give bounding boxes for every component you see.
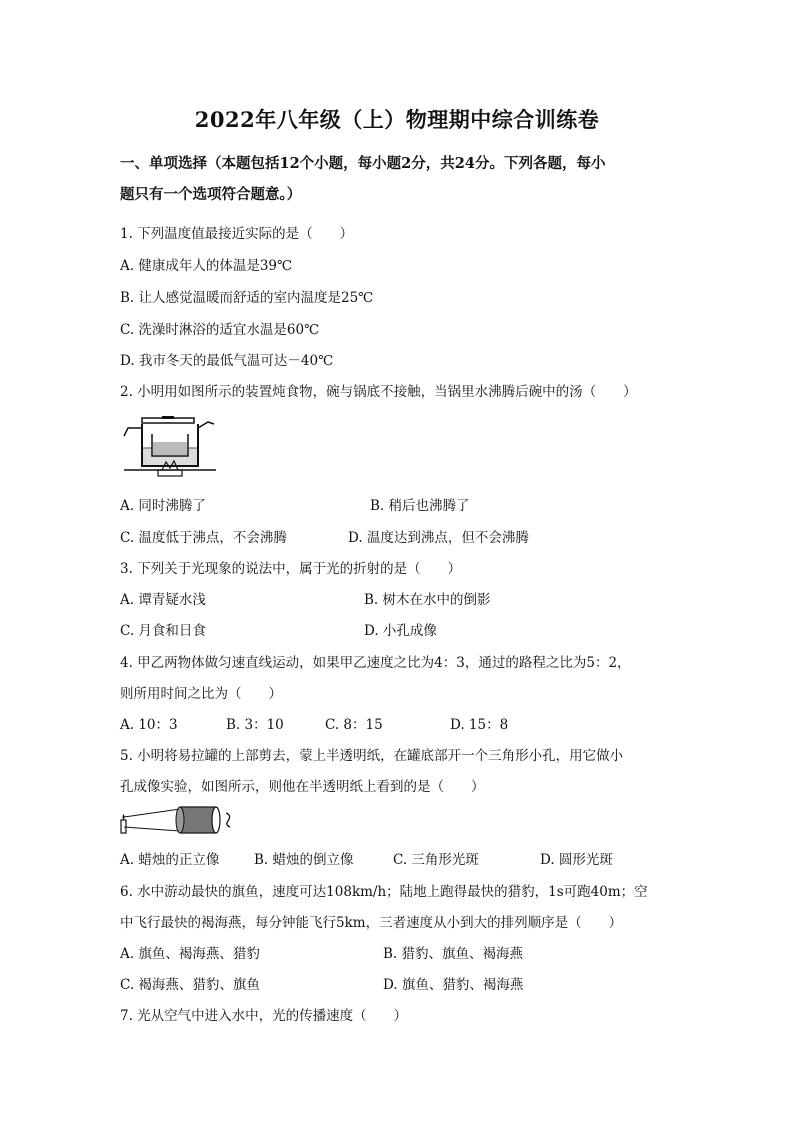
page-title: 2022年八年级（上）物理期中综合训练卷 bbox=[194, 107, 600, 132]
q5-stem-line-1: 5. 小明将易拉罐的上部剪去，蒙上半透明纸，在罐底部开一个三角形小孔，用它做小 bbox=[120, 748, 624, 764]
q2-option-d: D. 温度达到沸点，但不会沸腾 bbox=[348, 530, 529, 546]
q3-stem: 3. 下列关于光现象的说法中，属于光的折射的是（ ） bbox=[120, 561, 462, 577]
q4-option-a: A. 10：3 bbox=[120, 717, 178, 733]
q2-stew-pot-figure bbox=[122, 416, 218, 478]
q1-option-a: A. 健康成年人的体温是39℃ bbox=[120, 258, 293, 274]
q2-stem: 2. 小明用如图所示的装置炖食物，碗与锅底不接触，当锅里水沸腾后碗中的汤（ ） bbox=[120, 384, 637, 400]
q1-option-d: D. 我市冬天的最低气温可达－40℃ bbox=[120, 353, 334, 369]
q6-stem-line-1: 6. 水中游动最快的旗鱼，速度可达108km/h；陆地上跑得最快的猎豹，1s可跑40m；空 bbox=[120, 884, 648, 900]
q2-option-a: A. 同时沸腾了 bbox=[120, 498, 206, 514]
q5-stem-line-2: 孔成像实验，如图所示，则他在半透明纸上看到的是（ ） bbox=[120, 779, 485, 795]
q1-option-c: C. 洗澡时淋浴的适宜水温是60℃ bbox=[120, 322, 320, 338]
q4-stem-line-2: 则所用时间之比为（ ） bbox=[120, 686, 282, 702]
q7-stem: 7. 光从空气中进入水中，光的传播速度（ ） bbox=[120, 1008, 408, 1024]
q4-option-d: D. 15：8 bbox=[450, 717, 509, 733]
q1-stem: 1. 下列温度值最接近实际的是（ ） bbox=[120, 226, 354, 242]
q5-option-d: D. 圆形光斑 bbox=[540, 852, 613, 868]
q6-option-a: A. 旗鱼、褐海燕、猎豹 bbox=[120, 946, 260, 962]
q2-option-c: C. 温度低于沸点，不会沸腾 bbox=[120, 530, 287, 546]
q5-option-a: A. 蜡烛的正立像 bbox=[120, 852, 220, 868]
q4-option-c: C. 8：15 bbox=[325, 717, 383, 733]
q3-option-c: C. 月食和日食 bbox=[120, 623, 206, 639]
q6-stem-line-2: 中飞行最快的褐海燕，每分钟能飞行5km，三者速度从小到大的排列顺序是（ ） bbox=[120, 915, 623, 931]
section-heading-line-1: 一、单项选择（本题包括12个小题，每小题2分，共24分。下列各题，每小 bbox=[120, 155, 606, 172]
q3-option-d: D. 小孔成像 bbox=[364, 623, 437, 639]
q4-stem-line-1: 4. 甲乙两物体做匀速直线运动，如果甲乙速度之比为4：3，通过的路程之比为5：2， bbox=[120, 655, 631, 671]
q5-option-c: C. 三角形光斑 bbox=[393, 852, 479, 868]
q1-option-b: B. 让人感觉温暖而舒适的室内温度是25℃ bbox=[120, 290, 374, 306]
q3-option-a: A. 谭青疑水浅 bbox=[120, 592, 206, 608]
q3-option-b: B. 树木在水中的倒影 bbox=[364, 592, 491, 608]
q4-option-b: B. 3：10 bbox=[226, 717, 284, 733]
q5-option-b: B. 蜡烛的倒立像 bbox=[254, 852, 354, 868]
q6-option-c: C. 褐海燕、猎豹、旗鱼 bbox=[120, 977, 260, 993]
q6-option-b: B. 猎豹、旗鱼、褐海燕 bbox=[383, 946, 524, 962]
section-heading-line-2: 题只有一个选项符合题意。） bbox=[120, 186, 302, 203]
section-heading bbox=[120, 148, 690, 210]
q6-option-d: D. 旗鱼、猎豹、褐海燕 bbox=[383, 977, 524, 993]
q2-option-b: B. 稍后也沸腾了 bbox=[370, 498, 470, 514]
q5-pinhole-camera-figure bbox=[118, 803, 238, 837]
